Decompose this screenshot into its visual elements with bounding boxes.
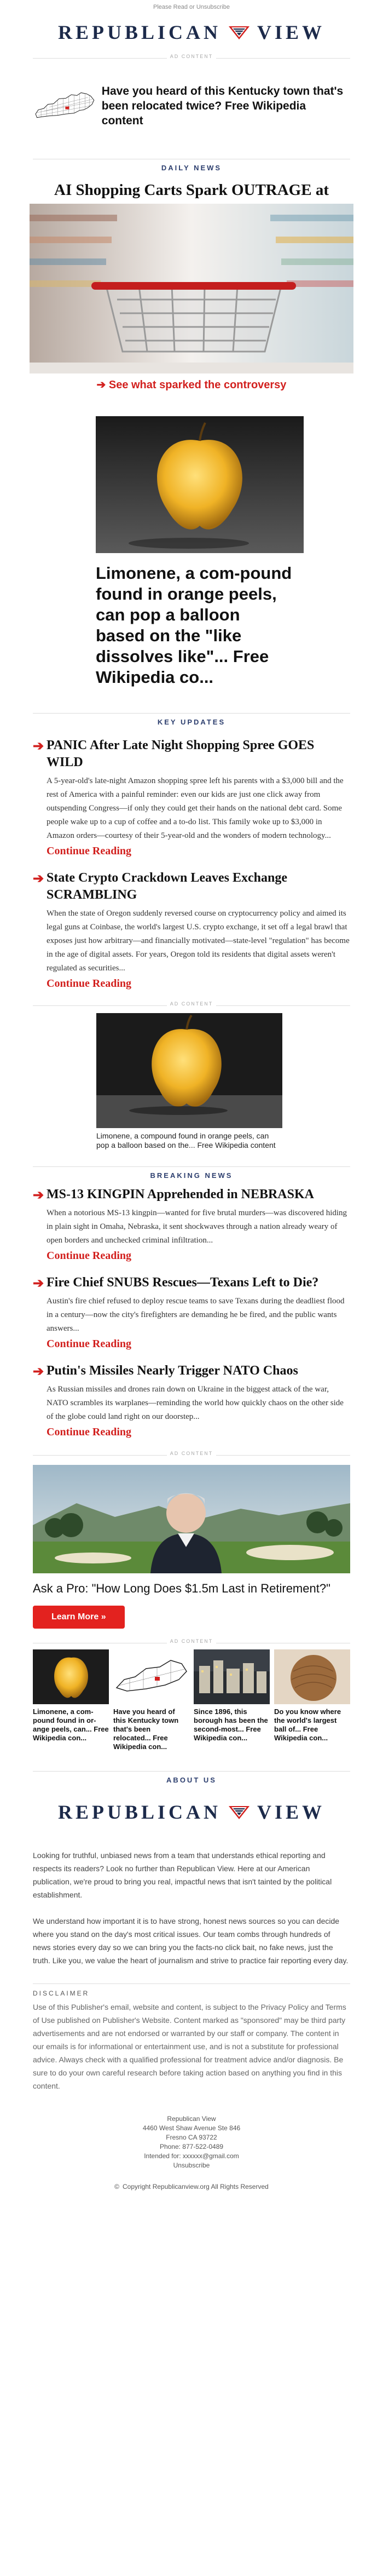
breaking-news-heading: BREAKING NEWS: [33, 1166, 350, 1183]
brand-right: VIEW: [257, 1801, 326, 1823]
thumbnail-caption[interactable]: Have you heard of this Kentucky town that's been relocated... Free Wikipedia con...: [113, 1707, 179, 1751]
story-item[interactable]: [33, 737, 350, 858]
thumbnail-ads: [33, 1649, 350, 1751]
learn-more-button[interactable]: Learn More »: [33, 1606, 125, 1629]
brand-left: REPUBLICAN: [57, 21, 221, 43]
flag-mark-icon: [227, 23, 252, 42]
story-item[interactable]: [33, 1186, 350, 1262]
thumbnail-caption[interactable]: Since 1896, this borough has been the second-most... Free Wikipedia con...: [194, 1707, 268, 1742]
limonene-mid-ad-caption[interactable]: Limonene, a compound found in orange peels, can pop a balloon based on the... Free Wikipedia content: [96, 1131, 276, 1149]
about-us-heading: ABOUT US: [33, 1771, 350, 1787]
footer-masthead[interactable]: [0, 1795, 383, 1829]
limonene-ad-caption[interactable]: Limonene, a com-pound found in orange peels, can pop a balloon based on the "like dissolves like"... Free Wikipedia co...: [96, 564, 292, 687]
story-body: When the state of Oregon suddenly reversed course on cryptocurrency policy and aimed its legal guns at Coinbase, the world's largest U.S. crypto exchange, it set off a legal brawl that exposes just how arbitrary—and financially motivated—state-level "regulation" has become in the age of digital assets. For years, Oregon told its residents that digital assets weren't regulated as securities...: [47, 909, 350, 973]
story-title[interactable]: Putin's Missiles Nearly Trigger NATO Chaos: [47, 1364, 298, 1378]
story-item[interactable]: [33, 1362, 350, 1439]
continue-reading-link[interactable]: Continue Reading: [47, 845, 132, 857]
top-bar: [0, 0, 383, 15]
copyright-icon: ©: [114, 2183, 120, 2190]
map-highlight: [65, 107, 69, 110]
story-body: Austin's fire chief refused to deploy rescue teams to save Texans during the deadliest flood in a century—now the city's firefighters are demanding he be fired, and the public wants answers...: [47, 1297, 345, 1333]
footer-unsubscribe-link[interactable]: Unsubscribe: [173, 2161, 210, 2169]
story-body: When a notorious MS-13 kingpin—wanted for five brutal murders—was discovered hiding in plain sight in Omaha, Nebraska, it sent shockwaves through a nation already weary of open borders and unchecked criminal infiltration...: [47, 1209, 347, 1245]
footer-phone: Phone: 877-522-0489: [159, 2143, 224, 2150]
map-ad-text[interactable]: Have you heard of this Kentucky town that's been relocated twice? Free Wikipedia content: [101, 84, 344, 127]
story-title[interactable]: MS-13 KINGPIN Apprehended in NEBRASKA: [47, 1187, 314, 1201]
retirement-ad-question[interactable]: Ask a Pro: "How Long Does $1.5m Last in Retirement?": [33, 1582, 330, 1595]
arrow-icon: ➔: [33, 1276, 44, 1291]
shopping-cart-image[interactable]: [30, 204, 353, 373]
disclaimer-heading: DISCLAIMER: [33, 1990, 90, 1997]
ad-label: AD CONTENT: [33, 1451, 350, 1459]
about-paragraph: Looking for truthful, unbiased news from a team that understands ethical reporting and respects its readers? Look no further than Republican View. Here at our American publication, we're proud to bring you real, impactful news that isn't tainted by the political establishment.: [33, 1851, 332, 1899]
balloon-image: [96, 1013, 282, 1128]
thumbnail-caption[interactable]: Do you know where the world's largest ball of... Free Wikipedia con...: [274, 1707, 341, 1742]
divider: [33, 1983, 350, 1984]
thumbnail-caption[interactable]: Limonene, a com-pound found in or-ange peels, can... Free Wikipedia con...: [33, 1707, 109, 1742]
limonene-ad[interactable]: [96, 416, 304, 688]
arrow-icon: ➔: [33, 871, 44, 886]
about-section: [0, 1849, 383, 1967]
masthead[interactable]: [0, 15, 383, 49]
ad-label: AD CONTENT: [33, 54, 350, 62]
ball-thumb-image: [274, 1649, 350, 1704]
footer-city: Fresno CA 93722: [166, 2134, 217, 2141]
unsubscribe-top-link[interactable]: Please Read or Unsubscribe: [153, 4, 230, 10]
story-title[interactable]: Fire Chief SNUBS Rescues—Texans Left to Die?: [47, 1275, 319, 1290]
balloon-thumb-image: [33, 1649, 109, 1704]
footer-address: 4460 West Shaw Avenue Ste 846: [142, 2124, 241, 2132]
footer: [0, 2114, 383, 2192]
continue-reading-link[interactable]: Continue Reading: [47, 1338, 132, 1350]
ad-label: AD CONTENT: [33, 1001, 350, 1010]
thumbnail-ad[interactable]: [33, 1649, 109, 1751]
arrow-icon: ➔: [33, 739, 44, 754]
daily-news-heading: DAILY NEWS: [33, 159, 350, 175]
footer-intended: Intended for: xxxxxx@gmail.com: [144, 2152, 239, 2160]
story-item[interactable]: [33, 1274, 350, 1350]
story-item[interactable]: [33, 870, 350, 990]
story-body: A 5-year-old's late-night Amazon shopping spree left his parents with a $3,000 bill and the rest of America with a painful reminder: even our kids are just one click away from outspending Congress—if only they could get their hands on the national debt card. Some people wake up to a cup of coffee and a to-do list. This family woke up to $3,000 in Amazon orders—courtesy of their 5-year-old and the wonders of modern technology...: [47, 777, 344, 840]
footer-name: Republican View: [167, 2115, 216, 2123]
limonene-mid-ad[interactable]: [96, 1013, 282, 1150]
thumbnail-ad[interactable]: [113, 1649, 189, 1751]
disclaimer-text: Use of this Publisher's email, website and content, is subject to the Privacy Policy and Terms of Use published on Publisher's Website. Content marked as "sponsored" may be third party advertisements and are not endorsed or warranted by our staff or company. The content in our emails is for informational or entertainment use, and is not a substitute for professional advice. Always check with a qualified professional for treatment advice and/or diagnosis. Be sure to do your own careful research before taking action based on anything you find in this content.: [33, 2003, 346, 2090]
story-body: As Russian missiles and drones rain down on Ukraine in the biggest attack of the war, NATO scrambles its warplanes—reminding the world how quickly chaos on the other side of the globe could land right on our doorstep...: [47, 1385, 344, 1421]
story-title[interactable]: State Crypto Crackdown Leaves Exchange SCRAMBLING: [47, 871, 287, 902]
continue-reading-link[interactable]: Continue Reading: [47, 1250, 132, 1262]
map-ad[interactable]: [33, 65, 350, 147]
brand-left: REPUBLICAN: [57, 1801, 221, 1823]
continue-reading-link[interactable]: Continue Reading: [47, 1426, 132, 1438]
continue-reading-link[interactable]: Continue Reading: [47, 978, 132, 990]
brand-right: VIEW: [257, 21, 326, 43]
flag-mark-icon: [227, 1803, 252, 1821]
kentucky-map-image: [33, 70, 96, 141]
hero-title[interactable]: AI Shopping Carts Spark OUTRAGE at: [54, 181, 329, 199]
thumbnail-ad[interactable]: [194, 1649, 270, 1751]
copyright-line: [0, 2182, 383, 2192]
story-title[interactable]: PANIC After Late Night Shopping Spree GOES WILD: [47, 738, 315, 769]
golf-course-image: [33, 1465, 350, 1573]
key-updates-heading: KEY UPDATES: [33, 713, 350, 729]
controversy-link[interactable]: ➔ See what sparked the controversy: [96, 379, 287, 391]
about-paragraph: We understand how important it is to have strong, honest news sources so you can decide where you stand on the day's most critical issues. Our team combs through hundreds of news stories every day so we can bring you the facts-no click bait, no fake news, just the truth. Like you, we value the heart of journalism and strive to practice fair reporting every day.: [33, 1917, 349, 1965]
balloon-image: [96, 416, 304, 553]
ad-label: AD CONTENT: [33, 1638, 350, 1647]
arrow-icon: ➔: [33, 1188, 44, 1203]
copyright-text: Copyright Republicanview.org All Rights Reserved: [123, 2183, 269, 2190]
retirement-ad[interactable]: [33, 1465, 350, 1629]
kentucky-thumb-image: [113, 1649, 189, 1704]
thumbnail-ad[interactable]: [274, 1649, 350, 1751]
arrow-icon: ➔: [33, 1364, 44, 1379]
borough-thumb-image: [194, 1649, 270, 1704]
